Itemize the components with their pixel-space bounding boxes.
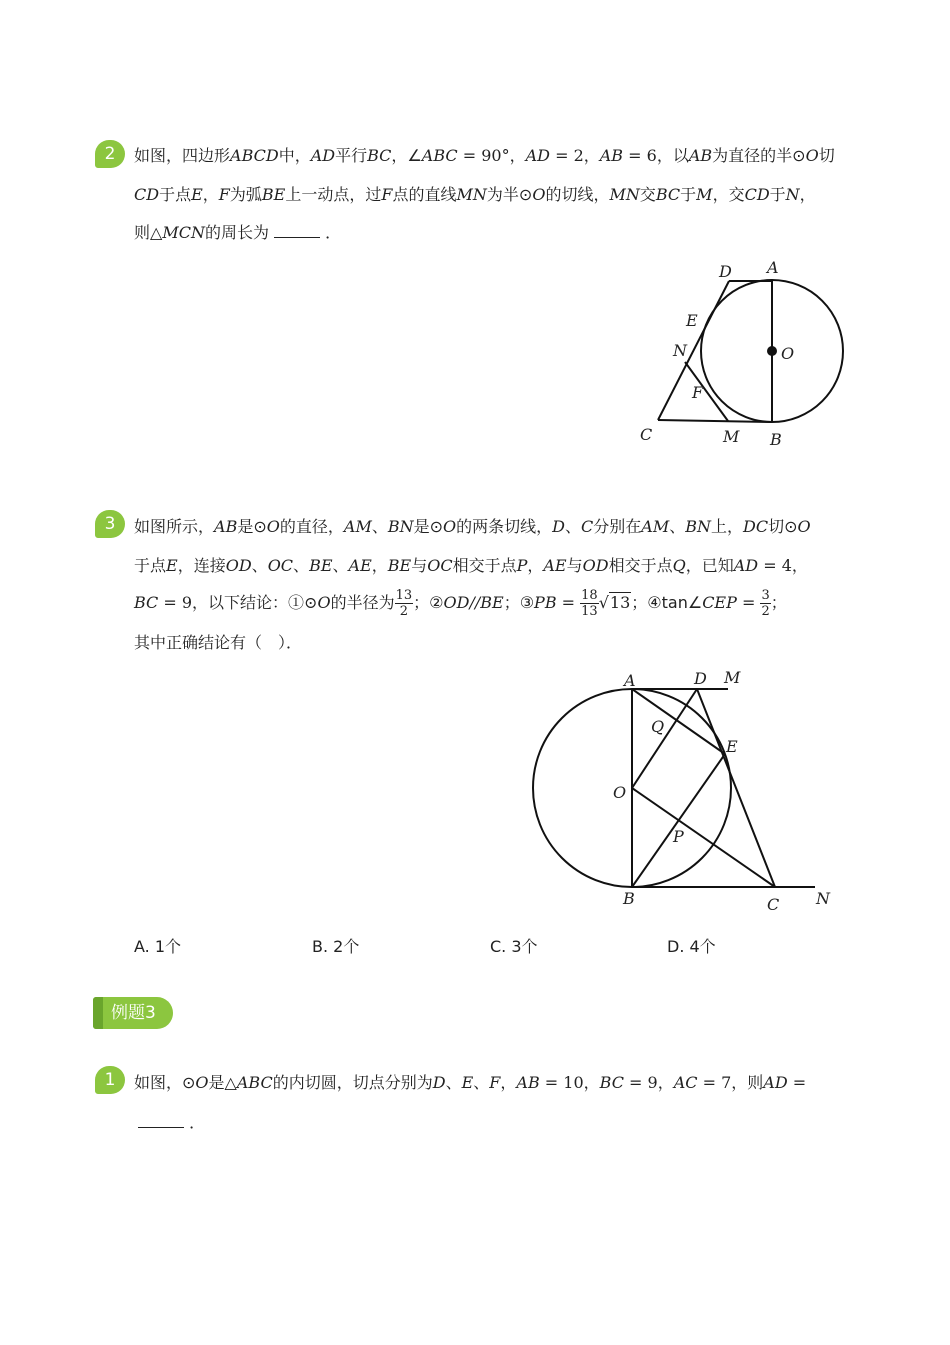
q3-line1: 如图所示，AB是⊙O的直径，AM、BN是⊙O的两条切线，D、C分别在AM、BN上，DC切⊙O — [134, 517, 811, 536]
question-number-badge: 2 — [95, 140, 125, 168]
label-b: B — [770, 430, 782, 449]
label-o: O — [781, 344, 795, 363]
label-b: B — [623, 889, 635, 908]
label-o: O — [613, 783, 627, 802]
label-p: P — [673, 827, 684, 846]
segment-od — [632, 689, 697, 788]
segment-dc — [697, 689, 775, 887]
center-point — [767, 346, 777, 356]
ex1-line1: 如图，⊙O是△ABC的内切圆，切点分别为D、E、F，AB = 10，BC = 9，AC = 7，则AD = — [134, 1073, 807, 1092]
label-f: F — [692, 383, 704, 402]
fraction-3-2: $\frac{3}{2}$ — [761, 588, 770, 619]
label-n: N — [673, 341, 687, 360]
segment-ae — [632, 689, 725, 754]
question-number-badge: 3 — [95, 510, 125, 538]
label-c: C — [640, 425, 653, 444]
question-number-badge: 1 — [95, 1066, 125, 1094]
label-n: N — [816, 889, 830, 908]
q2-line2: CD于点E，F为弧BE上一动点，过F点的直线MN为半⊙O的切线，MN交BC于M，交CD于N， — [134, 185, 816, 204]
label-d: D — [694, 669, 707, 688]
label-a: A — [767, 258, 779, 277]
q2-line1: 如图，四边形ABCD中，AD平行BC，∠ABC = 90°，AD = 2，AB = 6，以AB为直径的半⊙O切 — [134, 146, 835, 165]
label-a: A — [624, 671, 636, 690]
choice-a[interactable]: A. 1个 — [134, 937, 182, 956]
choice-c[interactable]: C. 3个 — [490, 937, 538, 956]
choice-b[interactable]: B. 2个 — [312, 937, 360, 956]
q3-line2: 于点E，连接OD、OC、BE、AE，BE与OC相交于点P，AE与OD相交于点Q，已知AD = 4， — [134, 556, 808, 575]
label-q: Q — [651, 717, 665, 736]
label-d: D — [719, 262, 732, 281]
sqrt-13: √13 — [598, 593, 631, 612]
segment-oc — [632, 788, 775, 887]
q3-figure — [525, 668, 845, 913]
label-m: M — [723, 427, 740, 446]
answer-blank[interactable] — [274, 223, 320, 238]
label-c: C — [767, 895, 780, 913]
q2-line3: 则△MCN的周长为 ． — [134, 223, 342, 242]
choice-d[interactable]: D. 4个 — [667, 937, 716, 956]
fraction-13-2: $\frac{13}{2}$ — [395, 588, 413, 619]
ex1-line2: ． — [138, 1112, 205, 1134]
label-e: E — [686, 311, 698, 330]
section-tag-example3: 例题3 — [93, 997, 173, 1029]
segment-be — [632, 754, 725, 887]
answer-blank[interactable] — [138, 1113, 184, 1128]
fraction-18-13: $\frac{18}{13}$ — [581, 588, 598, 619]
label-m: M — [724, 668, 741, 687]
q3-line3: BC = 9，以下结论：①⊙O的半径为 $\frac{13}{2}$ ；②OD//BE；③PB = $\frac{18}{13}$ √13；④tan∠CEP = $\frac{3}{2}$ ； — [134, 588, 787, 619]
q2-figure — [630, 256, 870, 456]
q3-line4: 其中正确结论有（ ）． — [134, 633, 303, 652]
label-e: E — [726, 737, 738, 756]
